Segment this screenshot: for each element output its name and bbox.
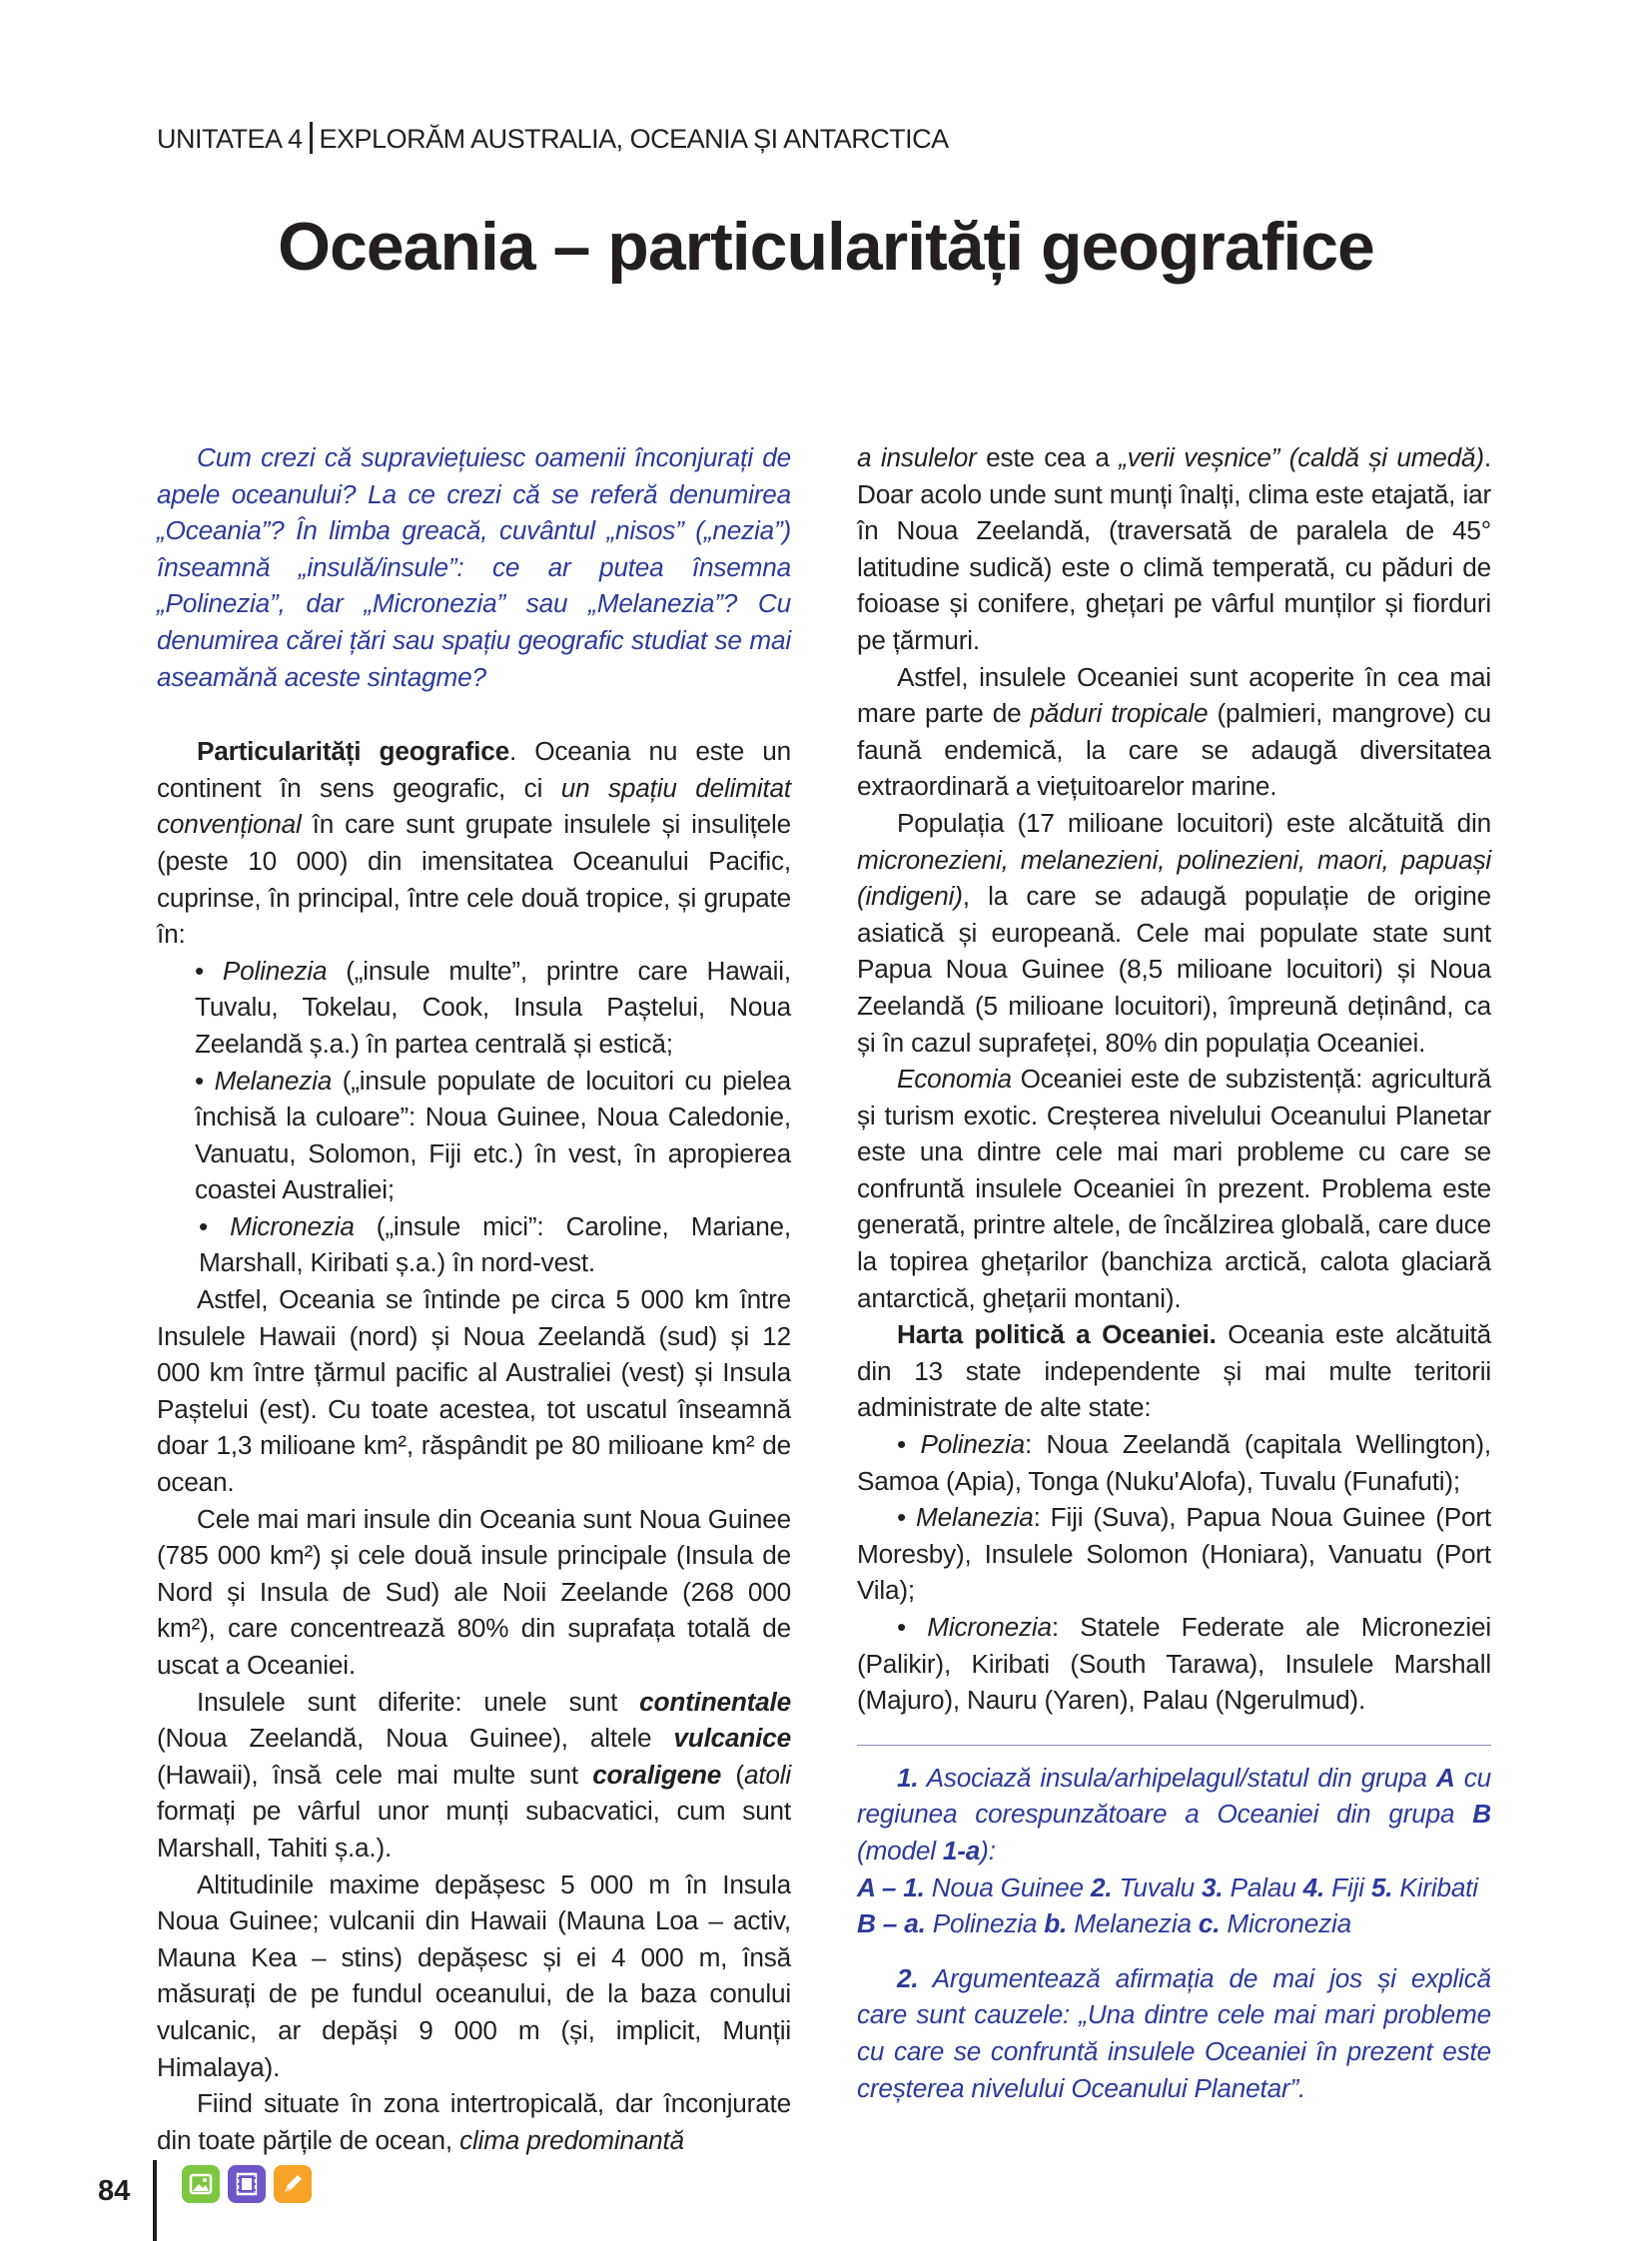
image-icon[interactable]	[182, 2165, 220, 2203]
paragraph-climate-start: Fiind situate în zona intertropicală, dar înconjurate din toate părțile de ocean, clima predominantă	[157, 2088, 791, 2155]
unit-header	[157, 122, 949, 155]
bullet-melanezia: • Melanezia („insule populate de locuitori cu pielea închisă la culoare”: Noua Guinee, Noua Caledonie, Vanuatu, Solomon, Fiji etc.) în vest, în apropierea coastei Australiei;	[195, 1065, 792, 1205]
paragraph-population: Populația (17 milioane locuitori) este alcătuită din micronezieni, melanezieni, polinezieni, maori, papuași (indigeni), la care se adaugă populație de origine asiatică și europeană. Cele mai populate state sunt Papua Noua Guinee (8,5 milioane locuitori) și Noua Zeelandă (5 milioane locuitori), împreună deținând, ca și în cazul suprafeței, 80% din populația Oceaniei.	[857, 807, 1491, 1058]
question-1-group-a: A – 1. Noua Guinee 2. Tuvalu 3. Palau 4. Fiji 5. Kiribati	[857, 1871, 1478, 1902]
paragraph-island-types: Insulele sunt diferite: unele sunt continentale (Noua Zeelandă, Noua Guinee), altele vulcanice (Hawaii), însă cele mai multe sunt coraligene (atoli formați pe vârful unor munți subacvatici, cum sunt Marshall, Tahiti ș.a.).	[157, 1686, 791, 1863]
unit-section: EXPLORĂM AUSTRALIA, OCEANIA ȘI ANTARCTICA	[319, 124, 949, 154]
page-title: Oceania – particularități geografice	[278, 209, 1374, 285]
video-icon[interactable]	[228, 2165, 266, 2203]
intro-questions: Cum crezi că supraviețuiesc oamenii înconjurați de apele oceanului? La ce crezi că se referă denumirea „Oceania”? În limba greacă, cuvântul „nisos” („nezia”) înseamnă „insulă/insule”: ce ar putea însemna „Polinezia”, dar „Micronezia” sau „Melanezia”? Cu denumirea cărei țări sau spațiu geografic studiat se mai aseamănă aceste sintagme?	[157, 442, 791, 692]
right-column	[857, 439, 1491, 2106]
paragraph-political-map: Harta politică a Oceaniei. Oceania este alcătuită din 13 state independente și mai multe teritorii administrate de alte state:	[857, 1319, 1491, 1423]
header-separator	[310, 122, 313, 154]
paragraph-climate: a insulelor este cea a „verii veșnice” (caldă și umedă). Doar acolo unde sunt munți înalți, clima este etajată, iar în Noua Zeelandă, (traversată de paralela de 45° latitudine sudică) este o climă temperată, cu păduri de foioase și conifere, ghețari pe vârful munților și fiorduri pe țărmuri.	[857, 442, 1491, 655]
questions-divider	[857, 1745, 1491, 1746]
paragraph-largest-islands: Cele mai mari insule din Oceania sunt Noua Guinee (785 000 km²) și cele două insule principale (Insula de Nord și Insula de Sud) ale Noii Zeelande (268 000 km²), care concentrează 80% din suprafața totală de uscat a Oceaniei.	[157, 1503, 791, 1680]
footer-divider	[153, 2160, 157, 2241]
question-2: 2. Argumentează afirmația de mai jos și explică care sunt cauzele: „Una dintre cele mai mari probleme cu care se confruntă insulele Oceaniei în prezent este creșterea nivelului Oceanului Planetar”.	[857, 1962, 1491, 2103]
question-gap	[857, 1942, 1491, 1960]
bullet-micronezia-states: • Micronezia: Statele Federate ale Microneziei (Palikir), Kiribati (South Tarawa), Insulele Marshall (Majuro), Nauru (Yaren), Palau (Ngerulmud).	[857, 1612, 1491, 1716]
bullet-polinezia-states: • Polinezia: Noua Zeelandă (capitala Wellington), Samoa (Apia), Tonga (Nuku'Alofa), Tuvalu (Funafuti);	[857, 1429, 1491, 1496]
bullet-micronezia: • Micronezia („insule mici”: Caroline, Mariane, Marshall, Kiribati ș.a.) în nord-vest.	[199, 1210, 791, 1278]
question-1: 1. Asociază insula/arhipelagul/statul din grupa A cu regiunea corespunzătoare a Oceaniei din grupa B (model 1-a):	[857, 1762, 1491, 1866]
page-number: 84	[98, 2175, 131, 2207]
bullet-polinezia: • Polinezia („insule multe”, printre care Hawaii, Tuvalu, Tokelau, Cook, Insula Paștelui, Noua Zeelandă ș.a.) în partea centrală și estică;	[195, 955, 791, 1059]
question-1-group-b: B – a. Polinezia b. Melanezia c. Micronezia	[857, 1908, 1352, 1939]
bullet-melanezia-states: • Melanezia: Fiji (Suva), Papua Noua Guinee (Port Moresby), Insulele Solomon (Honiara), Vanuatu (Port Vila);	[857, 1502, 1491, 1606]
paragraph-extent: Astfel, Oceania se întinde pe circa 5 000 km între Insulele Hawaii (nord) și Noua Zeelandă (sud) și 12 000 km între țărmul pacific al Australiei (vest) și Insula Paștelui (est). Cu toate acestea, tot uscatul înseamnă doar 1,3 milioane km², răspândit pe 80 milioane km² de ocean.	[157, 1284, 791, 1498]
bold-heading: Particularități geografice	[197, 736, 509, 767]
paragraph-geographic: Particularități geografice. Oceania nu este un continent în sens geografic, ci un spațiu delimitat convențional în care sunt grupate insulele și insulițele (peste 10 000) din imensitatea Oceanului Pacific, cuprinse, în principal, între cele două tropice, și grupate în:	[157, 736, 791, 950]
left-column	[157, 439, 791, 2158]
pencil-icon[interactable]	[274, 2165, 312, 2203]
paragraph-altitudes: Altitudinile maxime depășesc 5 000 m în Insula Noua Guinee; vulcanii din Hawaii (Mauna Loa – activ, Mauna Kea – stins) depășesc și ei 4 000 m, însă măsurați de pe fundul oceanului, de la baza conului vulcanic, ar depăși 9 000 m (și, implicit, Munții Himalaya).	[157, 1868, 791, 2082]
paragraph-economy: Economia Oceaniei este de subzistență: agricultură și turism exotic. Creșterea nivelului Oceanului Planetar este una dintre cele mai mari probleme cu care se confruntă insulele Oceaniei în prezent. Problema este generată, printre altele, de încălzirea globală, care duce la topirea ghețarilor (banchiza arctică, calota glaciară antarctică, ghețarii montani).	[857, 1064, 1491, 1313]
paragraph-vegetation: Astfel, insulele Oceaniei sunt acoperite în cea mai mare parte de păduri tropicale (palmieri, mangrove) cu faună endemică, la care se adaugă diversitatea extraordinară a viețuitoarelor marine.	[857, 661, 1491, 802]
unit-label: UNITATEA 4	[157, 124, 303, 154]
